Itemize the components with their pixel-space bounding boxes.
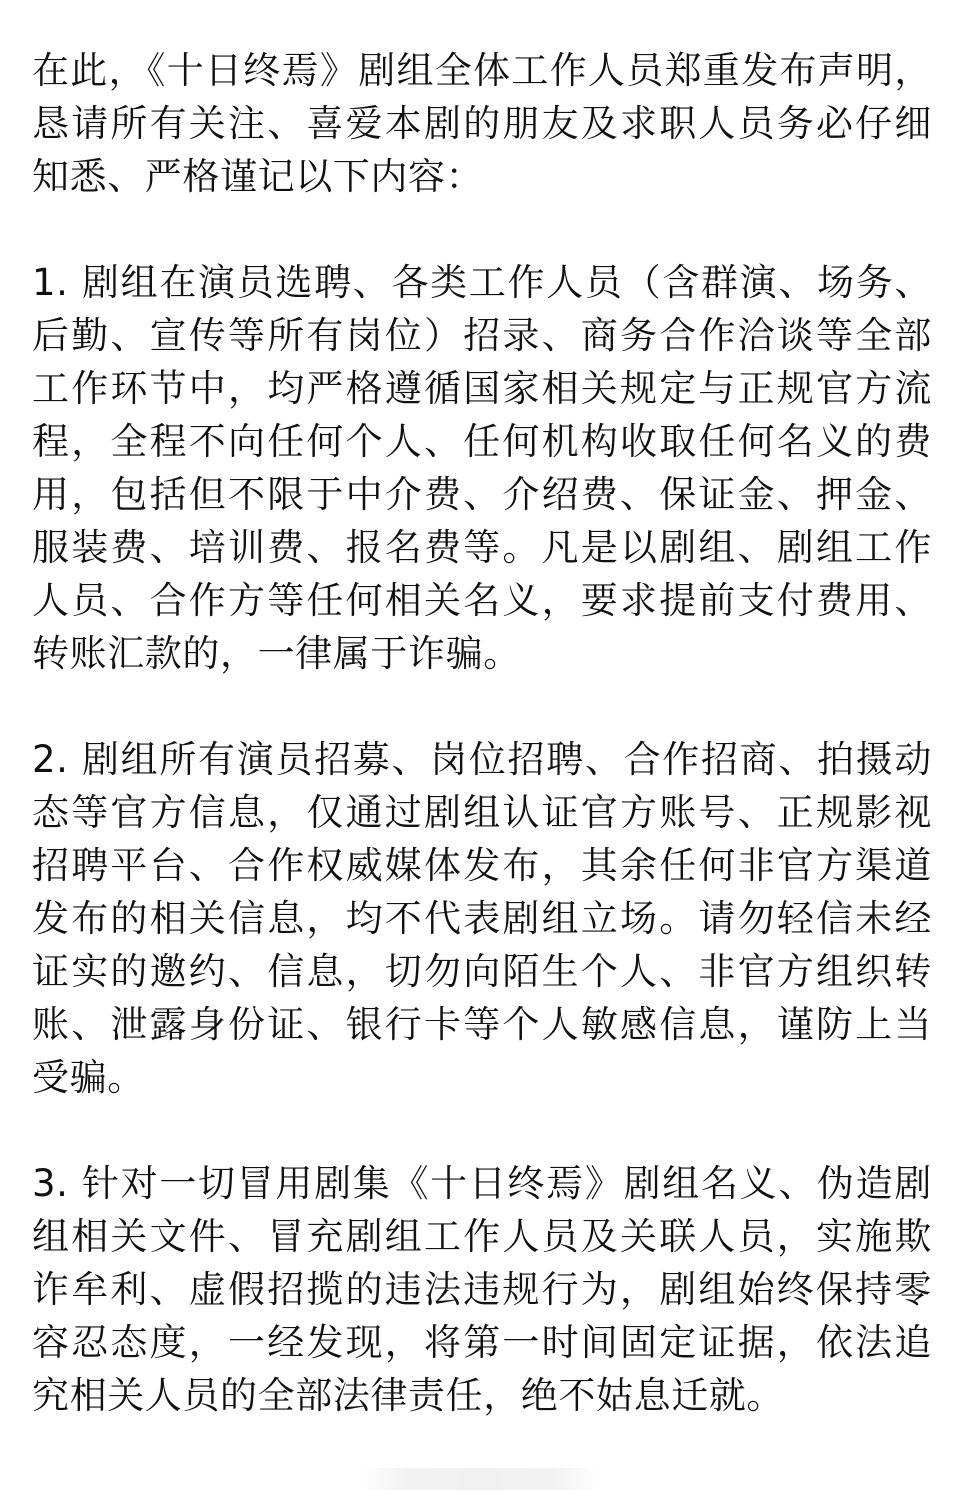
intro-paragraph: 在此，《十日终焉》剧组全体工作人员郑重发布声明，恳请所有关注、喜爱本剧的朋友及求职人员务必仔细知悉、严格谨记以下内容： [32,49,932,198]
clause-3-paragraph: 3. 针对一切冒用剧集《十日终焉》剧组名义、伪造剧组相关文件、冒充剧组工作人员及关联人员，实施欺诈牟利、虚假招揽的违法违规行为，剧组始终保持零容忍态度，一经发现，将第一时间固定证据，依法追究相关人员的全部法律责任，绝不姑息迁就。 [32,1162,932,1417]
clause-1-paragraph: 1. 剧组在演员选聘、各类工作人员（含群演、场务、后勤、宣传等所有岗位）招录、商务合作洽谈等全部工作环节中，均严格遵循国家相关规定与正规官方流程，全程不向任何个人、任何机构收取任何名义的费用，包括但不限于中介费、介绍费、保证金、押金、服装费、培训费、报名费等。凡是以剧组、剧组工作人员、合作方等任何相关名义，要求提前支付费用、转账汇款的，一律属于诈骗。 [32,261,932,675]
watermark-smudge [360,1468,600,1490]
clause-2-paragraph: 2. 剧组所有演员招募、岗位招聘、合作招商、拍摄动态等官方信息，仅通过剧组认证官方账号、正规影视招聘平台、合作权威媒体发布，其余任何非官方渠道发布的相关信息，均不代表剧组立场。请勿轻信未经证实的邀约、信息，切勿向陌生个人、非官方组织转账、泄露身份证、银行卡等个人敏感信息，谨防上当受骗。 [32,738,932,1099]
